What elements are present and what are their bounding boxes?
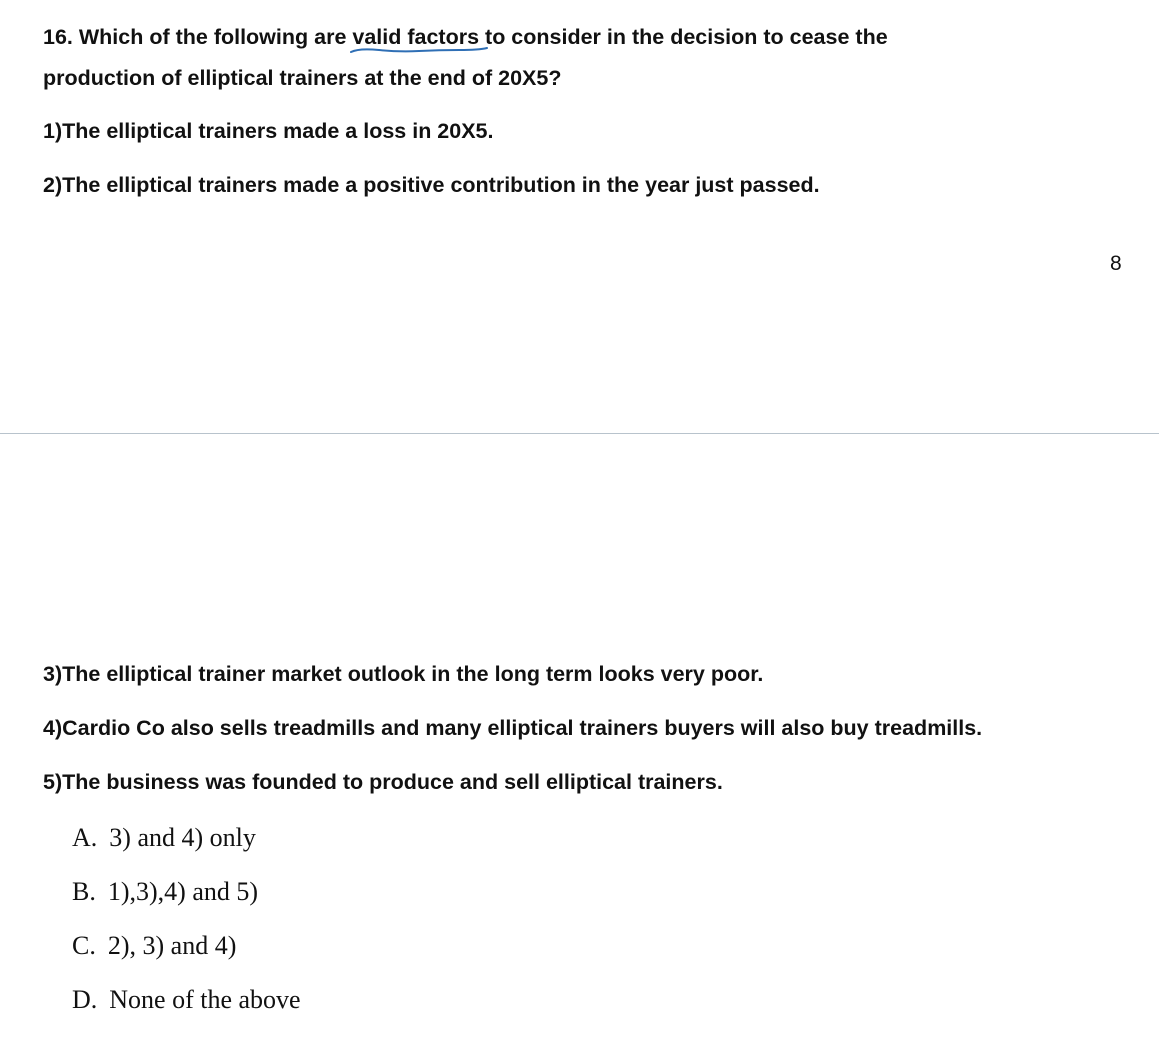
answer-option-letter: D.: [72, 985, 98, 1014]
statement-2: 2)The elliptical trainers made a positive contribution in the year just passed.: [43, 173, 820, 197]
answer-option-text: 1),3),4) and 5): [107, 877, 259, 906]
statement-3: 3)The elliptical trainer market outlook in the long term looks very poor.: [43, 662, 764, 686]
question-text-prefix: 16. Which of the following are: [43, 25, 353, 49]
answer-option-letter: C.: [72, 931, 96, 960]
question-line-1: [43, 27, 888, 49]
statement-5: 5)The business was founded to produce and sell elliptical trainers.: [43, 770, 723, 794]
highlighted-phrase: [352, 27, 479, 49]
question-text-suffix: to consider in the decision to cease the: [479, 25, 888, 49]
underline-annotation-mark: [349, 46, 489, 58]
statement-1: 1)The elliptical trainers made a loss in 20X5.: [43, 119, 494, 143]
answer-option-a[interactable]: [72, 825, 256, 851]
answer-option-d[interactable]: [72, 987, 301, 1013]
answer-option-letter: B.: [72, 877, 96, 906]
answer-option-text: 2), 3) and 4): [107, 931, 237, 960]
answer-option-text: None of the above: [109, 985, 301, 1014]
answer-option-c[interactable]: [72, 933, 236, 959]
answer-option-letter: A.: [72, 823, 98, 852]
answer-option-text: 3) and 4) only: [109, 823, 256, 852]
page-number: 8: [1110, 252, 1122, 275]
page-divider: [0, 433, 1159, 434]
question-line-2: production of elliptical trainers at the end of 20X5?: [43, 66, 562, 90]
answer-option-b[interactable]: [72, 879, 258, 905]
statement-4: 4)Cardio Co also sells treadmills and many elliptical trainers buyers will also buy treadmills.: [43, 716, 983, 740]
highlighted-phrase-text: valid factors: [352, 25, 480, 49]
